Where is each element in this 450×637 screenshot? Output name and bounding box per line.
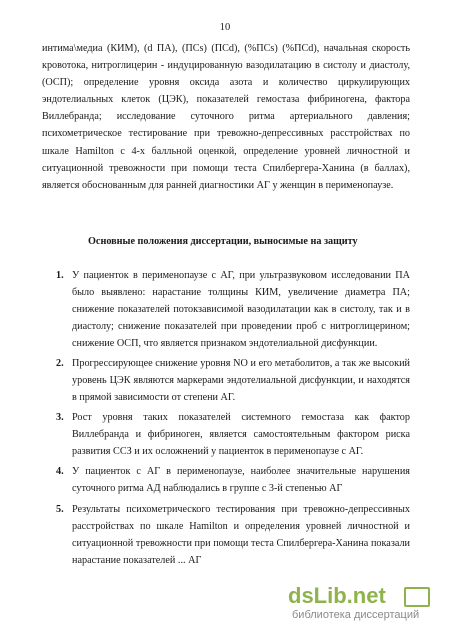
watermark-logo bbox=[288, 583, 386, 609]
list-item-number: 3. bbox=[56, 412, 64, 423]
list-item-text: У пациенток с АГ в перименопаузе, наиболее значительные нарушения суточного ритма АД наблюдались в группе с 3-й степенью АГ bbox=[72, 466, 410, 494]
book-icon bbox=[404, 587, 430, 607]
watermark-tagline: библиотека диссертаций bbox=[292, 609, 420, 621]
list-item-number: 2. bbox=[56, 358, 64, 369]
page-number: 10 bbox=[219, 22, 231, 33]
list-item-text: Прогрессирующее снижение уровня NO и его метаболитов, а так же высокий уровень ЦЭК являются маркерами эндотелиальной дисфункции, и находятся в прямой зависимости от степени АГ. bbox=[72, 358, 410, 403]
watermark-logo-text: dsLib.net bbox=[288, 583, 386, 608]
list-item-text: Результаты психометрического тестирования при тревожно-депрессивных расстройствах по шкале Hamilton и определения уровней личностной и ситуационной тревожности при помощи теста Спилбергера-Ханина показали нарастание показателей ... АГ bbox=[72, 504, 410, 566]
watermark bbox=[288, 583, 438, 627]
list-item-text: Рост уровня таких показателей системного гемостаза как фактор Виллебранда и фибриноген, является самостоятельным фактором риска развития ССЗ и их осложнений у пациенток в перименопаузе с АГ. bbox=[72, 412, 410, 457]
list-item-number: 5. bbox=[56, 504, 64, 515]
list-item-number: 1. bbox=[56, 270, 64, 281]
list-item-number: 4. bbox=[56, 466, 64, 477]
section-heading: Основные положения диссертации, выносимые на защиту bbox=[88, 236, 358, 247]
intro-paragraph: интима\медиа (КИМ), (d ПА), (ПСs) (ПСd), (%ПСs) (%ПСd), начальная скорость кровотока, нитроглицерин - индуцированную вазодилатацию в систолу и диастолу, (ОСП); определение уровня оксида азота и количество циркулирующих эндотелиальных клеток (ЦЭК), показателей гемостаза фибриногена, фактора Виллебранда; исследование суточного ритма артериального давления; психометрическое тестирование при тревожно-депрессивных расстройствах по шкале Hamilton с 4-х балльной оценкой, определение уровней личностной и ситуационной тревожности при помощи теста Спилбергера-Ханина (в баллах), является обоснованным для ранней диагностики АГ у женщин в перименопаузе. bbox=[42, 43, 410, 191]
list-item-text: У пациенток в перименопаузе с АГ, при ультразвуковом исследовании ПА было выявлено: нарастание толщины КИМ, увеличение диаметра ПА; снижение показателей потокзависимой вазодилатации как в систолу, так и в диастолу; снижение показателей при проведении проб с нитроглицерином; снижение ОСП, что является признаком эндотелиальной дисфункции. bbox=[72, 270, 410, 349]
